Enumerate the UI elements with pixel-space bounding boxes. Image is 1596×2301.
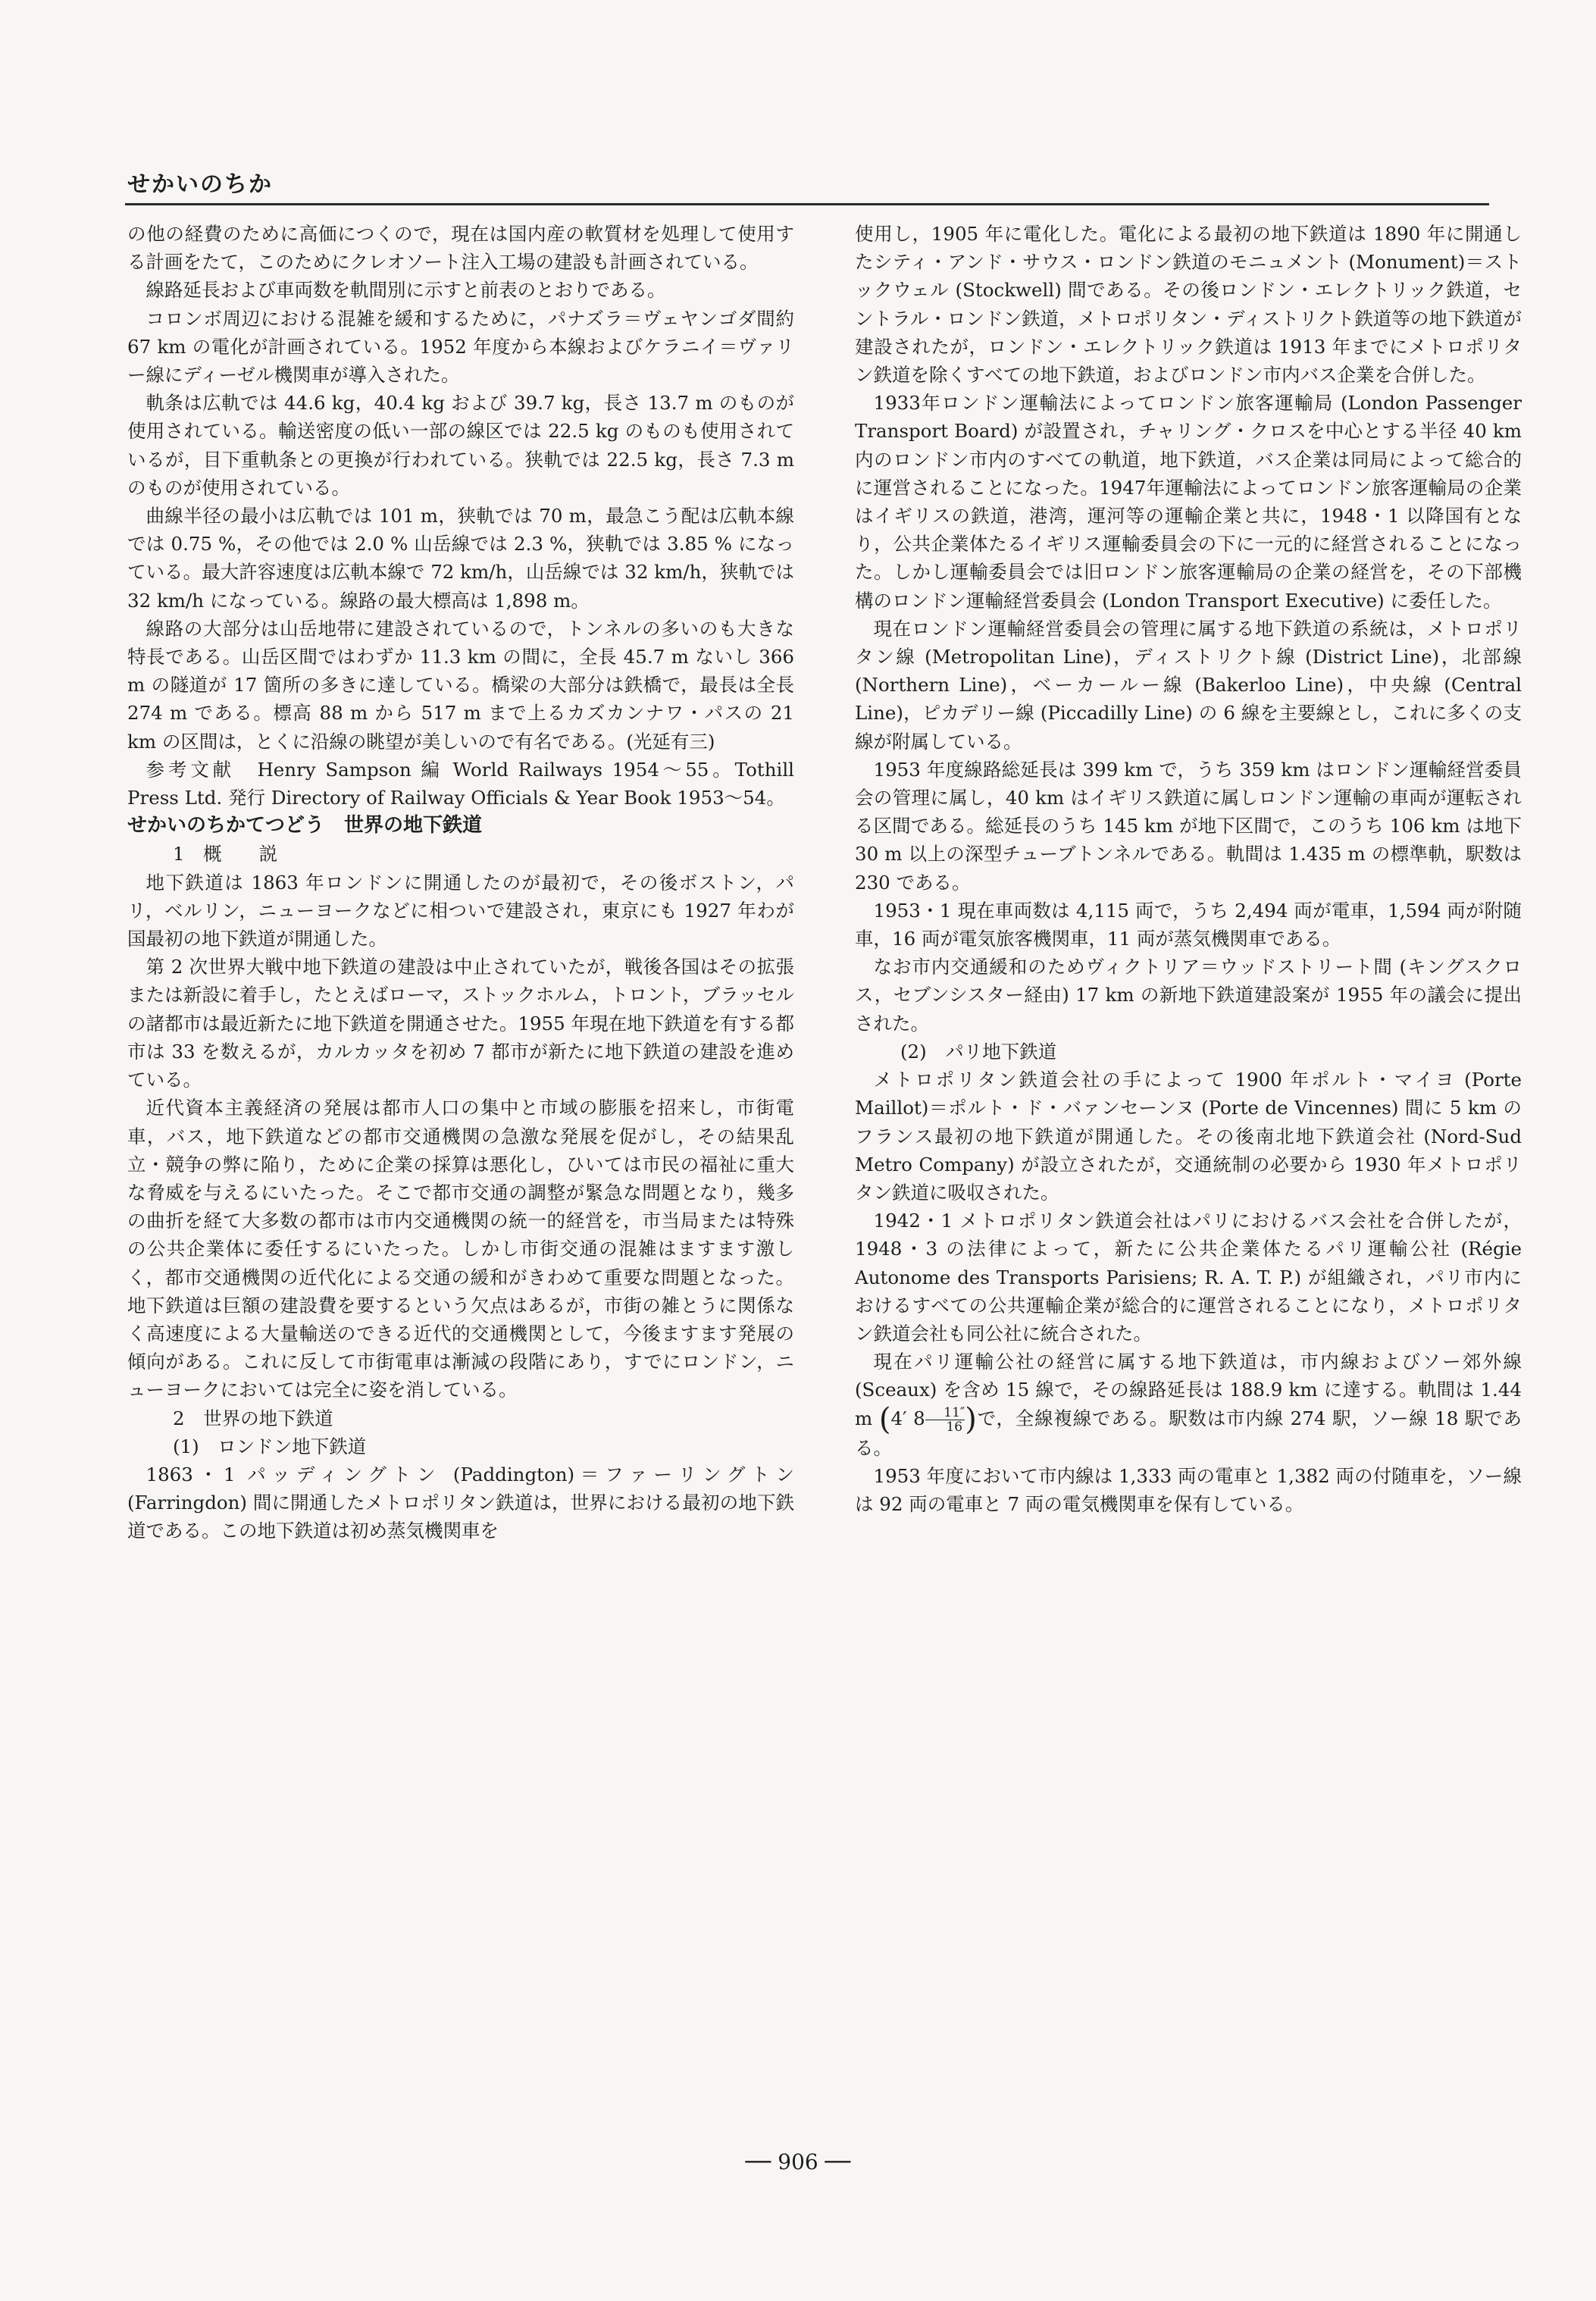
subsection-heading: (2) パリ地下鉄道 xyxy=(900,1040,1057,1063)
page-number: ── 906 ── xyxy=(745,2149,851,2174)
section-heading: 2 世界の地下鉄道 xyxy=(173,1407,333,1429)
gauge-fraction xyxy=(925,1406,965,1434)
fraction-denominator: 16 xyxy=(946,1419,963,1435)
paragraph: 地下鉄道は 1863 年ロンドンに開通したのが最初で，その後ボストン，パリ，ベルリン，ニューヨークなどに相ついで建設され，東京にも 1927 年わが国最初の地下鉄道が開通した。 xyxy=(127,871,794,950)
paragraph: コロンボ周辺における混雑を緩和するために，パナズラ＝ヴェヤンゴダ間約 67 km の電化が計画されている。1952 年度から本線およびケラニイ＝ヴァリー線にディーゼル機関車が導入された。 xyxy=(127,307,794,387)
paragraph: 現在ロンドン運輸経営委員会の管理に属する地下鉄道の系統は，メトロポリタン線 (Metropolitan Line)，ディストリクト線 (District Line)，北部線 (Northern Line)，ベーカールー線 (Bakerloo Line)，中央線 (Central Line)，ピカデリー線 (Piccadilly Line) の 6 線を主要線とし，これに多くの支線が附属している。 xyxy=(855,617,1522,753)
gauge-feet: 4′ 8 xyxy=(890,1407,925,1429)
running-header: せかいのちか xyxy=(127,171,273,198)
paragraph: 1953・1 現在車両数は 4,115 両で，うち 2,494 両が電車，1,594 両が附随車，16 両が電気旅客機関車，11 両が蒸気機関車である。 xyxy=(855,899,1522,950)
paragraph: 1953 年度線路総延長は 399 km で，うち 359 km はロンドン運輸経営委員会の管理に属し，40 km はイギリス鉄道に属しロンドン運輸の車両が運転される区間である。総延長のうち 145 km が地下区間で，このうち 106 km は地下 30 m 以上の深型チューブトンネルである。軌間は 1.435 m の標準軌，駅数は 230 である。 xyxy=(855,758,1522,894)
paragraph: 1953 年度において市内線は 1,333 両の電車と 1,382 両の付随車を，ソー線は 92 両の電車と 7 両の電気機関車を保有している。 xyxy=(855,1464,1522,1516)
subsection-heading: (1) ロンドン地下鉄道 xyxy=(173,1435,367,1457)
references: 参考文献 Henry Sampson 編 World Railways 1954～55。Tothill Press Ltd. 発行 Directory of Railway Officials & Year Book 1953～54。 xyxy=(127,758,794,809)
paren-close: ) xyxy=(965,1401,977,1437)
paragraph-text: で，全線複線である。駅数は市内線 274 駅，ソー線 18 駅である。 xyxy=(855,1407,1522,1459)
section-heading: 1 概 説 xyxy=(173,843,278,866)
paragraph: の他の経費のために高価につくので，現在は国内産の軟質材を処理して使用する計画をたて，このためにクレオソート注入工場の建設も計画されている。 xyxy=(127,223,794,274)
paragraph: 1942・1 メトロポリタン鉄道会社はパリにおけるバス会社を合併したが，1948・3 の法律によって，新たに公共企業体たるパリ運輸公社 (Régie Autonome des Transports Parisiens; R. A. T. P.) が組織され，パリ市内におけるすべての公共運輸企業が総合的に運営されることになり，メトロポリタン鉄道会社も同公社に統合された。 xyxy=(855,1210,1522,1345)
paragraph: 1863・1 パッディングトン (Paddington)＝ファーリングトン (Farringdon) 間に開通したメトロポリタン鉄道は，世界における最初の地下鉄道である。この地下鉄道は初め蒸気機関車を xyxy=(127,1463,794,1542)
header-rule xyxy=(125,203,1489,205)
paragraph: 近代資本主義経済の発展は都市人口の集中と市域の膨脹を招来し，市街電車，バス，地下鉄道などの都市交通機関の急激な発展を促がし，その結果乱立・競争の弊に陥り，ために企業の採算は悪化し，ひいては市民の福祉に重大な脅威を与えるにいたった。そこで都市交通の調整が緊急な問題となり，幾多の曲折を経て大多数の都市は市内交通機関の統一的経営を，市当局または特殊の公共企業体に委任するにいたった。しかし市街交通の混雑はますます激しく，都市交通機関の近代化による交通の緩和がきわめて重要な問題となった。地下鉄道は巨額の建設費を要するという欠点はあるが，市街の雑とうに関係なく高速度による大量輸送のできる近代的交通機関として，今後ますます発展の傾向がある。これに反して市街電車は漸減の段階にあり，すでにロンドン，ニューヨークにおいては完全に姿を消している。 xyxy=(127,1097,794,1401)
paragraph-text: 現在パリ運輸公社の経営に属する地下鉄道は，市内線およびソー郊外線 (Sceaux) を含め 15 線で，その線路延長は 188.9 km に達する。軌間は 1.44 m xyxy=(855,1351,1522,1429)
paragraph: 線路延長および車両数を軌間別に示すと前表のとおりである。 xyxy=(146,279,666,302)
paren-open: ( xyxy=(878,1401,891,1437)
paragraph: 1933年ロンドン運輸法によってロンドン旅客運輸局 (London Passenger Transport Board) が設置され，チャリング・クロスを中心とする半径 40 km 内のロンドン市内のすべての軌道，地下鉄道，バス企業は同局によって総合的に運営されることになった。1947年運輸法によってロンドン旅客運輸局の企業はイギリスの鉄道，港湾，運河等の運輸企業と共に，1948・1 以降国有となり，公共企業体たるイギリス運輸委員会の下に一元的に経営されることになった。しかし運輸委員会では旧ロンドン旅客運輸局の企業の経営を，その下部機構のロンドン運輸経営委員会 (London Transport Executive) に委任した。 xyxy=(855,392,1522,612)
paragraph: 曲線半径の最小は広軌では 101 m，狭軌では 70 m，最急こう配は広軌本線では 0.75 %，その他では 2.0 % 山岳線では 2.3 %，狭軌では 3.85 % になっている。最大許容速度は広軌本線で 72 km/h，山岳線では 32 km/h，狭軌では 32 km/h になっている。線路の最大標高は 1,898 m。 xyxy=(127,505,794,612)
paragraph: メトロポリタン鉄道会社の手によって 1900 年ポルト・マイヨ (Porte Maillot)＝ポルト・ド・バァンセーンヌ (Porte de Vincennes) 間に 5 km のフランス最初の地下鉄道が開通した。その後南北地下鉄道会社 (Nord-Sud Metro Company) が設立されたが，交通統制の必要から 1930 年メトロポリタン鉄道に吸収された。 xyxy=(855,1069,1522,1204)
left-column xyxy=(127,220,794,1545)
paragraph: 線路の大部分は山岳地帯に建設されているので，トンネルの多いのも大きな特長である。山岳区間ではわずか 11.3 km の間に，全長 45.7 m ないし 366 m の隧道が 17 箇所の多きに達している。橋梁の大部分は鉄橋で，最長は全長 274 m である。標高 88 m から 517 m まで上るカズカンナワ・パスの 21 km の区間は，とくに沿線の眺望が美しいので有名である。(光延有三) xyxy=(127,617,794,753)
article-heading: せかいのちかてつどう 世界の地下鉄道 xyxy=(127,814,483,837)
paragraph: 使用し，1905 年に電化した。電化による最初の地下鉄道は 1890 年に開通したシティ・アンド・サウス・ロンドン鉄道のモニュメント (Monument)＝ストックウェル (Stockwell) 間である。その後ロンドン・エレクトリック鉄道，セントラル・ロンドン鉄道，メトロポリタン・ディストリクト鉄道等の地下鉄道が建設されたが，ロンドン・エレクトリック鉄道は 1913 年までにメトロポリタン鉄道を除くすべての地下鉄道，およびロンドン市内バス企業を合併した。 xyxy=(855,223,1522,387)
paragraph: なお市内交通緩和のためヴィクトリア＝ウッドストリート間 (キングスクロス，セブンシスター経由) 17 km の新地下鉄道建設案が 1955 年の議会に提出された。 xyxy=(855,956,1522,1035)
right-column xyxy=(855,220,1522,1518)
paragraph: 第 2 次世界大戦中地下鉄道の建設は中止されていたが，戦後各国はその拡張または新設に着手し，たとえばローマ，ストックホルム，トロント，ブラッセルの諸都市は最近新たに地下鉄道を開通させた。1955 年現在地下鉄道を有する都市は 33 を数えるが，カルカッタを初め 7 都市が新たに地下鉄道の建設を進めている。 xyxy=(127,956,794,1091)
fraction-numerator: 11″ xyxy=(925,1406,965,1420)
paragraph: 軌条は広軌では 44.6 kg，40.4 kg および 39.7 kg，長さ 13.7 m のものが使用されている。輸送密度の低い一部の線区では 22.5 kg のものも使用されているが，目下重軌条との更換が行われている。狭軌では 22.5 kg，長さ 7.3 m のものが使用されている。 xyxy=(127,392,794,499)
paragraph xyxy=(855,1348,1522,1462)
